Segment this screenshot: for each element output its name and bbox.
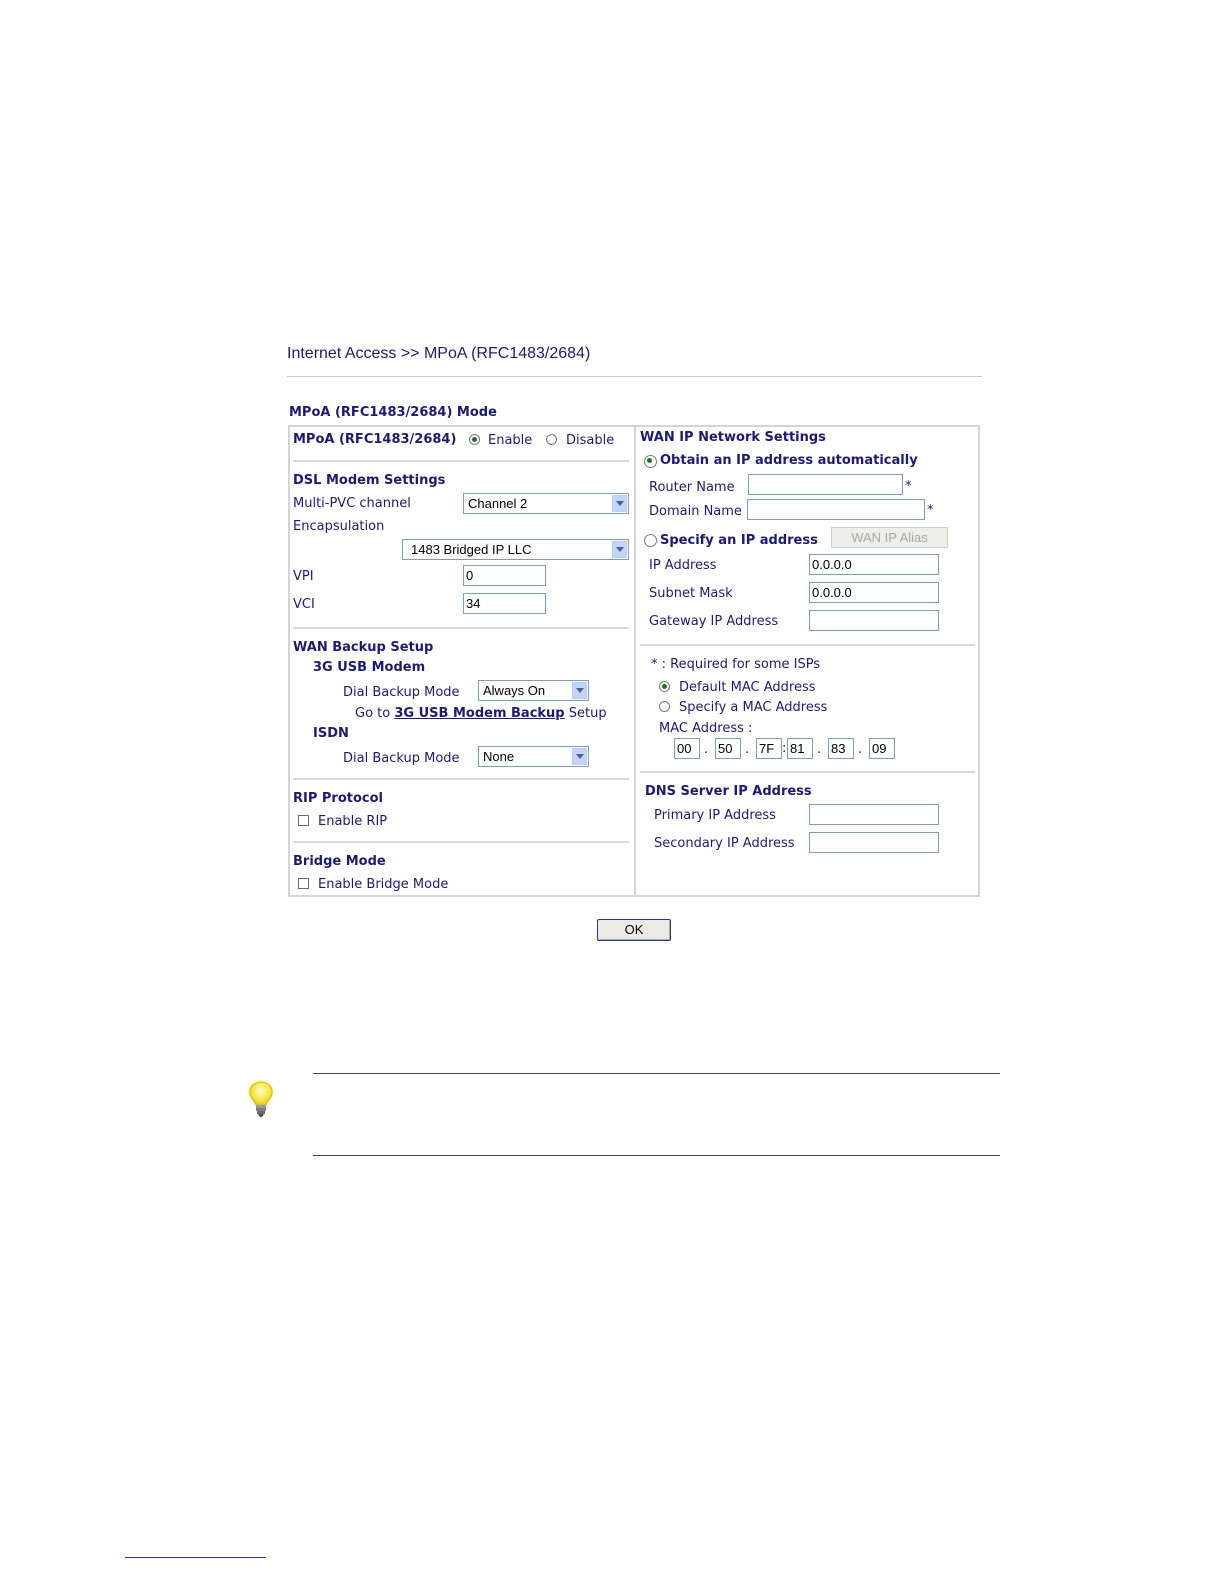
default-mac-radio[interactable] — [659, 681, 670, 692]
gateway-ip-input[interactable] — [809, 610, 939, 631]
bridge-mode-title: Bridge Mode — [293, 854, 386, 869]
secondary-dns-label: Secondary IP Address — [654, 836, 795, 851]
ok-button[interactable]: OK — [597, 919, 671, 941]
router-name-required-mark: * — [905, 479, 912, 494]
secondary-dns-input[interactable] — [809, 832, 939, 853]
chevron-down-icon[interactable] — [572, 748, 587, 765]
mpoa-disable-label: Disable — [566, 433, 615, 448]
mode-section-title: MPoA (RFC1483/2684) Mode — [289, 405, 497, 420]
router-name-label: Router Name — [649, 480, 735, 495]
specify-mac-radio[interactable] — [659, 701, 670, 712]
specify-mac-label: Specify a MAC Address — [679, 700, 828, 715]
mpoa-disable-radio[interactable] — [546, 434, 557, 445]
isdn-title: ISDN — [313, 726, 349, 741]
encapsulation-label: Encapsulation — [293, 519, 385, 534]
primary-dns-input[interactable] — [809, 804, 939, 825]
divider — [640, 644, 975, 646]
required-note: * : Required for some ISPs — [651, 657, 821, 672]
divider — [293, 627, 629, 629]
enable-bridge-mode-label: Enable Bridge Mode — [318, 877, 449, 892]
note-top-rule — [313, 1073, 1000, 1074]
mac-separator: . — [858, 742, 863, 757]
panel-column-divider — [634, 425, 636, 897]
mac-octet-input[interactable]: 09 — [869, 738, 895, 759]
chevron-down-icon[interactable] — [612, 541, 627, 558]
wan-ip-network-settings-title: WAN IP Network Settings — [640, 430, 826, 445]
domain-name-label: Domain Name — [649, 504, 742, 519]
specify-ip-label: Specify an IP address — [660, 533, 818, 548]
divider — [640, 771, 975, 773]
usb-dial-backup-mode-value: Always On — [483, 683, 546, 698]
vpi-label: VPI — [293, 569, 314, 584]
mpoa-label: MPoA (RFC1483/2684) — [293, 432, 457, 447]
mac-separator: . — [745, 742, 750, 757]
mac-separator: . — [704, 742, 709, 757]
mac-separator: : — [782, 741, 787, 756]
primary-dns-label: Primary IP Address — [654, 808, 776, 823]
domain-name-required-mark: * — [927, 503, 934, 518]
usb-dial-backup-mode-select[interactable] — [478, 680, 589, 701]
mac-octet-input[interactable]: 50 — [715, 738, 741, 759]
wan-ip-alias-button[interactable]: WAN IP Alias — [831, 527, 948, 548]
router-name-input[interactable] — [748, 474, 903, 495]
encapsulation-value: 1483 Bridged IP LLC — [411, 542, 532, 557]
default-mac-label: Default MAC Address — [679, 680, 816, 695]
mac-separator: . — [817, 742, 822, 757]
goto-prefix: Go to — [355, 706, 391, 721]
obtain-ip-auto-radio[interactable] — [644, 455, 657, 468]
chevron-down-icon[interactable] — [612, 495, 627, 512]
domain-name-input[interactable] — [747, 499, 925, 520]
vci-input[interactable]: 34 — [463, 593, 546, 614]
isdn-dial-backup-mode-label: Dial Backup Mode — [343, 751, 460, 766]
footer-rule — [125, 1557, 266, 1558]
title-divider — [287, 376, 982, 377]
dsl-modem-settings-title: DSL Modem Settings — [293, 473, 446, 488]
usb-dial-backup-mode-label: Dial Backup Mode — [343, 685, 460, 700]
vpi-input[interactable]: 0 — [463, 565, 546, 586]
chevron-down-icon[interactable] — [572, 682, 587, 699]
vci-label: VCI — [293, 597, 315, 612]
mpoa-enable-label: Enable — [488, 433, 533, 448]
multi-pvc-channel-select[interactable] — [463, 493, 629, 514]
divider — [293, 460, 629, 462]
isdn-dial-backup-mode-select[interactable] — [478, 746, 589, 767]
mac-octet-input[interactable]: 00 — [674, 738, 700, 759]
mpoa-enable-radio[interactable] — [469, 434, 480, 445]
multi-pvc-channel-label: Multi-PVC channel — [293, 496, 411, 511]
ip-address-input[interactable]: 0.0.0.0 — [809, 554, 939, 575]
mac-octet-input[interactable]: 83 — [828, 738, 854, 759]
goto-usb-backup-text — [355, 706, 607, 722]
dns-server-title: DNS Server IP Address — [645, 784, 812, 799]
mac-address-label: MAC Address : — [659, 721, 753, 736]
lightbulb-icon — [245, 1080, 277, 1126]
specify-ip-radio[interactable] — [644, 534, 657, 547]
page-title: Internet Access >> MPoA (RFC1483/2684) — [287, 345, 591, 362]
multi-pvc-channel-value: Channel 2 — [468, 496, 528, 511]
divider — [293, 841, 629, 843]
encapsulation-select[interactable] — [402, 539, 629, 560]
note-bottom-rule — [313, 1155, 1000, 1156]
mac-octet-input[interactable]: 7F — [756, 738, 782, 759]
subnet-mask-input[interactable]: 0.0.0.0 — [809, 582, 939, 603]
subnet-mask-label: Subnet Mask — [649, 586, 733, 601]
enable-rip-checkbox[interactable] — [298, 815, 309, 826]
gateway-ip-label: Gateway IP Address — [649, 614, 779, 629]
wan-backup-setup-title: WAN Backup Setup — [293, 640, 434, 655]
enable-bridge-mode-checkbox[interactable] — [298, 878, 309, 889]
goto-suffix: Setup — [568, 706, 607, 721]
enable-rip-label: Enable RIP — [318, 814, 388, 829]
3g-usb-modem-title: 3G USB Modem — [313, 660, 426, 675]
mac-octet-input[interactable]: 81 — [787, 738, 813, 759]
usb-modem-backup-link[interactable]: 3G USB Modem Backup — [394, 706, 565, 721]
rip-protocol-title: RIP Protocol — [293, 791, 384, 806]
divider — [293, 778, 629, 780]
ip-address-label: IP Address — [649, 558, 717, 573]
isdn-dial-backup-mode-value: None — [483, 749, 515, 764]
obtain-ip-auto-label: Obtain an IP address automatically — [660, 453, 918, 468]
